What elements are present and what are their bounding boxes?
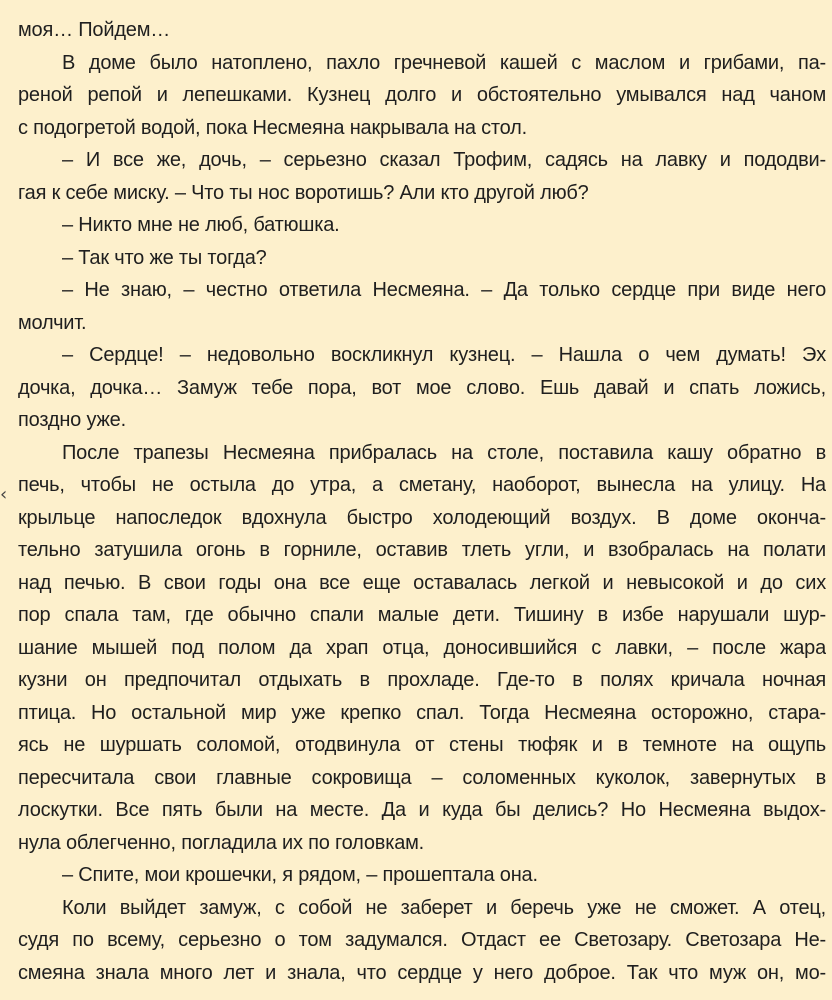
text-line: – Так что же ты тогда? xyxy=(62,246,267,269)
text-line: тельно затушила огонь в горниле, оставив тлеть угли, и взобралась на полати xyxy=(18,539,826,561)
text-line: лоскутки. Все пять были на месте. Да и куда бы делись? Но Несмеяна выдох- xyxy=(18,799,826,821)
text-line: судя по всему, серьезно о том задумался. Отдаст ее Светозару. Светозара Не- xyxy=(18,929,826,951)
text-line: – Не знаю, – честно ответила Несмеяна. – Да только сердце при виде него xyxy=(62,279,826,301)
text-line: – Спите, мои крошечки, я рядом, – прошептала она. xyxy=(62,864,538,886)
text-line: птица. Но остальной мир уже крепко спал. Тогда Несмеяна осторожно, стара- xyxy=(18,701,826,724)
text-line: молчит. xyxy=(18,311,87,334)
text-line: пересчитала свои главные сокровища – соломенных куколок, завернутых в xyxy=(18,766,826,789)
text-line: Коли выйдет замуж, с собой не заберет и беречь уже не сможет. А отец, xyxy=(62,896,826,919)
text-line: ясь не шуршать соломой, отодвинула от стены тюфяк и в темноте на ощупь xyxy=(18,734,826,756)
text-line: моя… Пойдем… xyxy=(18,19,171,41)
text-line: – И все же, дочь, – серьезно сказал Трофим, садясь на лавку и пододви- xyxy=(62,149,826,171)
text-line: с подогретой водой, пока Несмеяна накрывала на стол. xyxy=(18,116,527,139)
text-line: реной репой и лепешками. Кузнец долго и обстоятельно умывался над чаном xyxy=(18,84,826,106)
text-line: смеяна знала много лет и знала, что сердце у него доброе. Так что муж он, мо- xyxy=(18,961,826,984)
book-text xyxy=(18,14,826,989)
text-line: печь, чтобы не остыла до утра, а сметану, наоборот, вынесла на улицу. На xyxy=(18,474,826,496)
text-line: гая к себе миску. – Что ты нос воротишь? Али кто другой люб? xyxy=(18,181,589,204)
text-line: дочка, дочка… Замуж тебе пора, вот мое слово. Ешь давай и спать ложись, xyxy=(18,376,826,399)
text-line: нула облегченно, погладила их по головкам. xyxy=(18,831,425,854)
text-line: шание мышей под полом да храп отца, доносившийся с лавки, – после жара xyxy=(18,636,826,659)
text-line: В доме было натоплено, пахло гречневой кашей с маслом и грибами, па- xyxy=(62,51,826,74)
text-line: пор спала там, где обычно спали малые дети. Тишину в избе нарушали шур- xyxy=(18,604,826,626)
text-line: кузни он предпочитал отдыхать в прохладе. Где-то в полях кричала ночная xyxy=(18,669,826,691)
page-turn-arrow-icon[interactable]: ‹ xyxy=(0,484,8,505)
text-line: – Никто мне не люб, батюшка. xyxy=(62,214,340,236)
text-line: поздно уже. xyxy=(18,409,126,431)
text-line: После трапезы Несмеяна прибралась на столе, поставила кашу обратно в xyxy=(62,441,826,464)
text-line: – Сердце! – недовольно воскликнул кузнец. – Нашла о чем думать! Эх xyxy=(62,344,826,366)
text-line: над печью. В свои годы она все еще оставалась легкой и невысокой и до сих xyxy=(18,571,826,594)
text-line: крыльце напоследок вдохнула быстро холодеющий воздух. В доме оконча- xyxy=(18,506,826,529)
